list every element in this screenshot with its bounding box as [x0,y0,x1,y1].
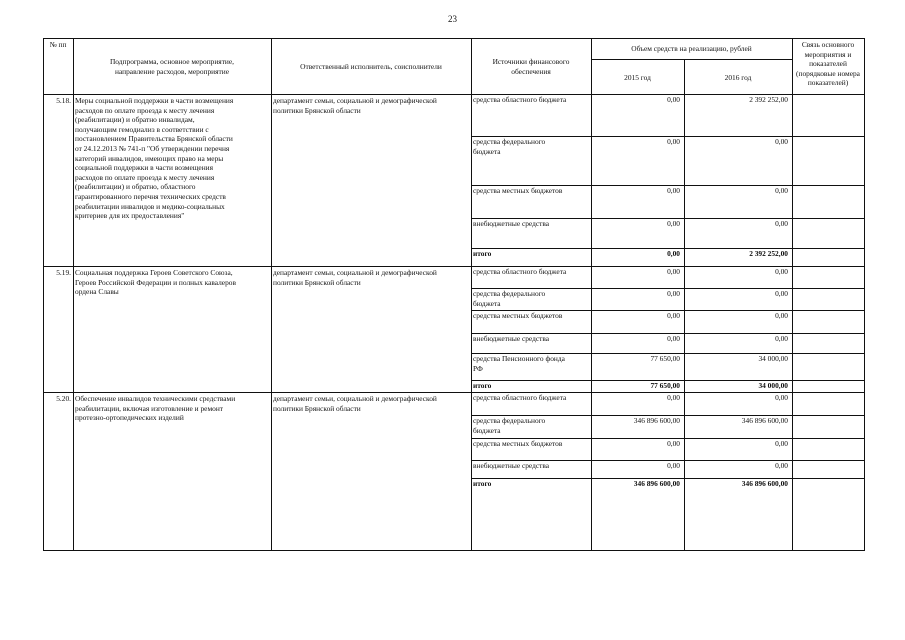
value-2016 [686,334,788,344]
value-2015-line: 0,00 [667,267,680,276]
header-executor-line: Ответственный исполнитель, соисполнители [300,62,442,71]
value-2015 [593,354,680,364]
source-name [473,289,590,308]
value-2016 [686,311,788,321]
column-divider-1 [73,38,74,550]
row-title-line: реабилитации инвалидов и медико-социальных [75,201,225,211]
row-executor-line: политики Брянской области [273,403,361,413]
value-2015-line: 0,00 [667,461,680,470]
row-title-line: получающим гемодиализ в соответствии с [75,124,209,134]
value-2016 [686,249,788,259]
source-name [473,334,590,344]
row-title-line: социальной поддержки в части возмещения [75,163,214,173]
row-title-line: Социальная поддержка Героев Советского Союза, [75,268,233,277]
value-2015-line: 77 650,00 [650,354,680,363]
value-2016-line: 346 896 600,00 [741,416,788,425]
value-2016 [686,137,788,147]
source-name-line: средства федерального [473,416,546,425]
column-divider-0 [43,38,44,550]
value-2015-line: 0,00 [667,186,680,195]
source-name-line: средства областного бюджета [473,95,567,104]
source-name [473,393,590,403]
value-2016-line: 34 000,00 [758,354,788,363]
value-2015-line: 346 896 600,00 [633,479,680,488]
value-2016 [686,479,788,489]
value-2016-line: 0,00 [775,137,788,146]
header-volume-line: Объем средств на реализацию, рублей [631,44,752,53]
value-2015-line: 0,00 [667,334,680,343]
row-number-line: 5.19. [56,268,71,277]
value-2016 [686,186,788,196]
row-title-line: ордена Славы [75,287,119,297]
header-volume [593,44,790,54]
table-border-top [43,38,865,39]
value-2016 [686,439,788,449]
row-title [75,268,270,297]
value-2015 [593,186,680,196]
header-num [44,40,72,50]
row-title-line: Героев Российской Федерации и полных кавалеров [75,277,236,287]
header-year-2016 [686,73,790,83]
row-executor [273,394,470,413]
value-2015 [593,439,680,449]
value-2015-line: 0,00 [667,393,680,402]
row-executor [273,96,470,115]
value-2015-line: 77 650,00 [650,381,680,390]
header-year-2015-line: 2015 год [624,73,651,82]
row-title-line: (реабилитации) и обратно инвалидам, [75,115,195,125]
source-name-line: бюджета [473,425,501,435]
row-title-line: гарантированного перечня технических средств [75,191,226,201]
source-name [473,219,590,229]
column-divider-4 [591,38,592,550]
value-2016 [686,95,788,105]
value-2016-line: 0,00 [775,393,788,402]
row-title-line: реабилитации, включая изготовление и ремонт [75,403,223,413]
source-name-line: средства местных бюджетов [473,186,563,195]
column-divider-5 [684,38,685,550]
source-name [473,416,590,435]
value-2016-line: 0,00 [775,186,788,195]
value-2015-line: 0,00 [667,95,680,104]
source-name-line: средства областного бюджета [473,267,567,276]
source-name-line: средства местных бюджетов [473,311,563,320]
value-2016 [686,461,788,471]
value-2015-line: 0,00 [667,249,680,258]
value-2015 [593,393,680,403]
header-link-line: показателей [809,59,847,69]
value-2016 [686,267,788,277]
column-divider-2 [271,38,272,550]
value-2015 [593,249,680,259]
value-2016 [686,393,788,403]
source-name-line: РФ [473,363,483,373]
value-2015 [593,334,680,344]
row-executor-line: департамент семьи, социальной и демографической [273,268,437,277]
value-2015 [593,95,680,105]
column-divider-6 [792,38,793,550]
source-name [473,249,590,259]
value-2015 [593,137,680,147]
value-2015-line: 346 896 600,00 [633,416,680,425]
source-name-line: средства федерального [473,289,546,298]
source-name [473,439,590,449]
header-link-line: (порядковые номера [796,68,860,78]
column-divider-3 [471,38,472,550]
budget-table [43,38,864,550]
header-link-line: Связь основного [801,40,855,49]
source-name [473,267,590,277]
row-title-line: постановлением Правительства Брянской области [75,134,233,144]
row-executor-line: политики Брянской области [273,277,361,287]
source-name-line: средства областного бюджета [473,393,567,402]
row-title-line: критериев для их предоставления" [75,211,185,221]
source-name [473,354,590,373]
source-name-line: средства Пенсионного фонда [473,354,565,363]
value-2015 [593,219,680,229]
row-number-line: 5.18. [56,96,71,105]
value-2016-line: 0,00 [775,267,788,276]
value-2016 [686,354,788,364]
value-2016-line: 2 392 252,00 [749,249,788,258]
table-border-bottom [43,550,865,551]
header-subprogram-line: Подпрограмма, основное мероприятие, [109,57,235,66]
value-2016-line: 0,00 [775,334,788,343]
value-2016-line: 0,00 [775,219,788,228]
row-title-line: Меры социальной поддержки в части возмещения [75,96,234,105]
source-name [473,186,590,196]
value-2015-line: 0,00 [667,137,680,146]
page-number: 23 [448,14,457,24]
value-2015-line: 0,00 [667,289,680,298]
value-2016-line: 0,00 [775,289,788,298]
row-executor-line: департамент семьи, социальной и демографической [273,96,437,105]
value-2016-line: 0,00 [775,311,788,320]
header-year-2015 [593,73,682,83]
header-link-line: показателей) [807,78,849,88]
source-name-line: итого [473,249,492,258]
header-sources-line: обеспечения [511,66,551,76]
value-2015-line: 0,00 [667,219,680,228]
row-title-line: расходов по оплате проезда к месту лечения [75,105,215,115]
source-name-line: итого [473,381,492,390]
row-title-line: категорий инвалидов, имеющих право на меры [75,153,224,163]
value-2015-line: 0,00 [667,311,680,320]
value-2016 [686,381,788,391]
row-number-line: 5.20. [56,394,71,403]
row-executor [273,268,470,287]
source-name [473,311,590,321]
value-2016-line: 346 896 600,00 [741,479,788,488]
row-title-line: Обеспечение инвалидов техническими средствами [75,394,236,403]
header-link-line: мероприятия и [804,49,852,59]
header-num-line: № пп [49,40,67,49]
value-2016 [686,289,788,299]
source-name-line: внебюджетные средства [473,334,550,343]
header-link [793,40,863,88]
row-title-line: расходов по оплате проезда к месту лечения [75,172,215,182]
value-2015 [593,461,680,471]
value-2015 [593,479,680,489]
row-title-line: протезно-ортопедических изделий [75,413,184,423]
column-divider-7 [864,38,865,550]
source-name [473,381,590,391]
value-2016-line: 0,00 [775,461,788,470]
row-number [46,268,71,278]
source-name [473,95,590,105]
source-name [473,461,590,471]
header-split-line [591,59,792,60]
source-name-line: бюджета [473,298,501,308]
header-executor [273,62,469,72]
source-name [473,479,590,489]
value-2015 [593,289,680,299]
row-title-line: от 24.12.2013 № 741-п "Об утверждении перечня [75,143,230,153]
source-name-line: внебюджетные средства [473,219,550,228]
row-number [46,96,71,106]
header-sources [473,57,589,76]
row-title [75,394,270,423]
value-2015 [593,416,680,426]
header-year-2016-line: 2016 год [724,73,752,82]
value-2016 [686,416,788,426]
value-2015-line: 0,00 [667,439,680,448]
source-name-line: итого [473,479,492,488]
value-2015 [593,311,680,321]
source-name-line: средства местных бюджетов [473,439,563,448]
value-2015 [593,381,680,391]
row-title-line: (реабилитации) и обратно, областного [75,182,196,192]
value-2016 [686,219,788,229]
row-number [46,394,71,404]
row-executor-line: департамент семьи, социальной и демографической [273,394,437,403]
source-name-line: средства федерального [473,137,546,146]
source-name-line: бюджета [473,146,501,156]
header-subprogram-line: направление расходов, мероприятие [115,66,229,76]
value-2016-line: 34 000,00 [758,381,788,390]
row-title [75,96,270,221]
row-executor-line: политики Брянской области [273,105,361,115]
header-subprogram [75,57,269,76]
source-name-line: внебюджетные средства [473,461,550,470]
value-2015 [593,267,680,277]
value-2016-line: 0,00 [775,439,788,448]
value-2016-line: 2 392 252,00 [749,95,788,104]
source-name [473,137,590,156]
header-sources-line: Источники финансового [492,57,570,66]
